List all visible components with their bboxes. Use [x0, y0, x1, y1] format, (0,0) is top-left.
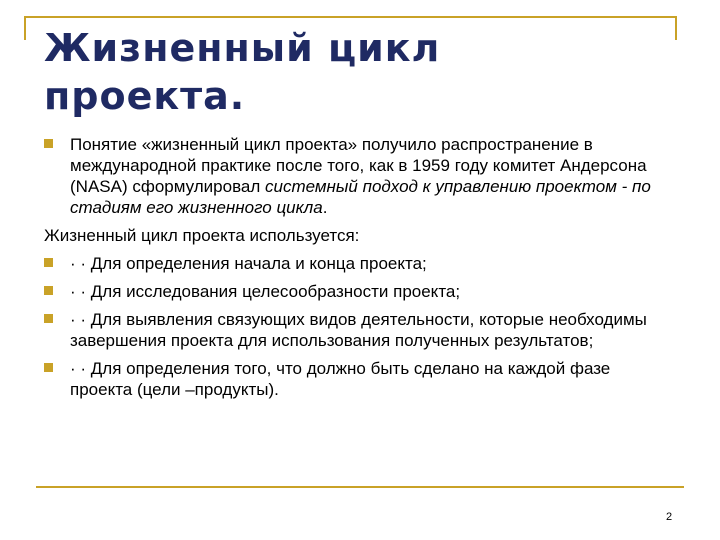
usage-heading-text: Жизненный цикл проекта используется:	[44, 226, 360, 245]
history-end-text: .	[322, 198, 328, 217]
slide-title: Жизненный цикл проекта.	[44, 26, 441, 118]
square-bullet-icon	[44, 139, 53, 148]
bullet-text: · · Для выявления связующих видов деятельности, которые необходимы завершения проекта для использования полученных результатов;	[70, 310, 647, 350]
bullet-text: · · Для исследования целесообразности проекта;	[70, 282, 461, 301]
square-bullet-icon	[44, 314, 53, 323]
usage-heading	[44, 225, 674, 246]
top-rule	[24, 16, 676, 18]
square-bullet-icon	[44, 258, 53, 267]
bottom-rule	[36, 486, 684, 488]
page-number: 2	[666, 511, 673, 523]
bullet-item-feasibility	[44, 281, 674, 302]
bullet-item-history	[44, 134, 674, 218]
history-italic-text: системный подход к управлению проектом - по стадиям его жизненного цикла	[70, 177, 651, 217]
bullet-item-start-end	[44, 253, 674, 274]
square-bullet-icon	[44, 363, 53, 372]
bullet-item-phases	[44, 358, 674, 400]
bullet-text: · · Для определения того, что должно быть сделано на каждой фазе проекта (цели –продукты).	[70, 359, 611, 399]
bullet-item-activities	[44, 309, 674, 351]
bullet-text: · · Для определения начала и конца проекта;	[70, 254, 427, 273]
history-text: Понятие «жизненный цикл проекта» получило распространение в международной практике после того, как в 1959 году комитет Андерсона (NASA) сформулировал	[70, 135, 647, 196]
square-bullet-icon	[44, 286, 53, 295]
top-left-rule	[24, 16, 26, 40]
top-right-rule	[675, 16, 677, 40]
slide-content	[44, 134, 674, 407]
